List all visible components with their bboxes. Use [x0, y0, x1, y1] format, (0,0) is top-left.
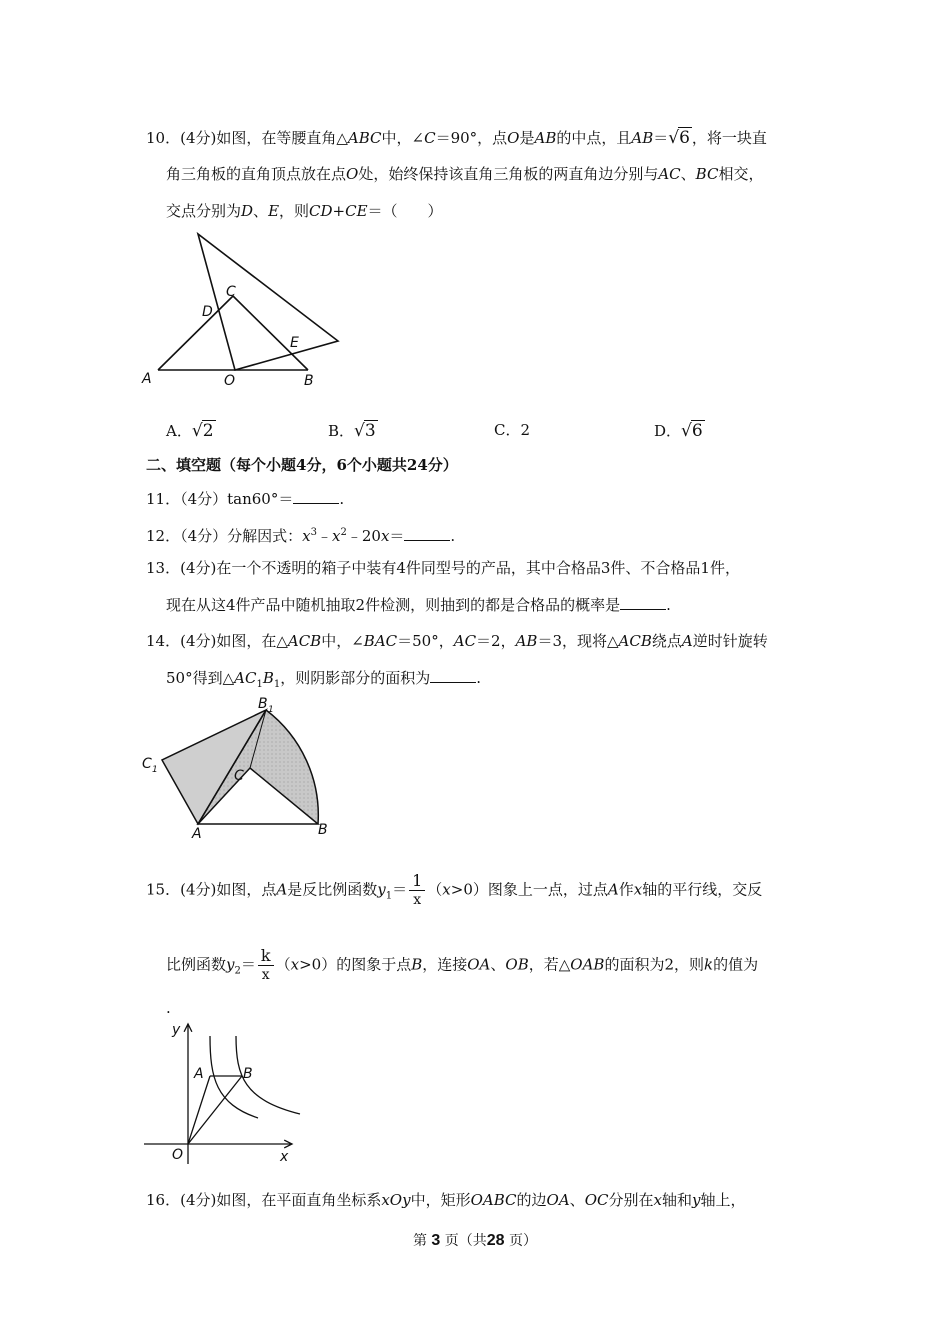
svg-text:1: 1 [152, 765, 158, 775]
q14-label-a: A [192, 826, 202, 842]
q10-line1: 10．(4分)如图，在等腰直角△ABC中，∠C＝90°，点O是AB的中点，且AB＝√6 ，将一块直 [146, 128, 767, 148]
q12: 12．（4分）分解因式：$x^3﹣x^2﹣20x=$ . [146, 527, 456, 545]
q12-answer-blank[interactable] [404, 526, 450, 541]
q10-option-a[interactable]: A．√2 [166, 421, 214, 441]
q15-label-x: x [280, 1149, 289, 1165]
section-fill-in-heading: 二、填空题（每个小题4分，6个小题共24分） [146, 456, 458, 474]
q10-line3: 交点分别为D、E，则CD+CE＝（ ） [166, 202, 443, 220]
q10-label-c: C [226, 284, 236, 300]
q10-label-a: A [142, 371, 152, 387]
q10-label-e: E [290, 335, 299, 351]
q10-option-d[interactable]: D．√6 [654, 421, 703, 441]
sqrt-6: √6 [668, 128, 690, 148]
q15-label-y: y [172, 1022, 181, 1038]
q10-segment-ac [158, 296, 233, 370]
q10-segment-cb [233, 296, 308, 370]
q15-segment-ob [188, 1076, 242, 1144]
q10-figure [138, 228, 348, 390]
q14-line1: 14．(4分)如图，在△ACB中，∠BAC＝50°，AC＝2，AB＝3，现将△ACB绕点A逆时针旋转 [146, 632, 768, 650]
q15-label-o: O [172, 1147, 184, 1163]
q14-answer-blank[interactable] [430, 668, 476, 683]
q10-option-c[interactable]: C．2 [494, 421, 531, 439]
page-number: 3 [431, 1232, 441, 1249]
q10-triangle-plate [198, 234, 338, 370]
q14-line2: 50°得到$\triangle AC_1B_1$，则阴影部分的面积为 . [166, 669, 482, 690]
q15-line3: . [166, 999, 171, 1017]
q13-answer-blank[interactable] [620, 595, 666, 610]
q10-label-b: B [304, 373, 314, 389]
q14-label-b1: B [258, 696, 268, 712]
q15-line2: 比例函数$y_2=$ $\frac{k}{x}$ （x>0）的图象于点B，连接OA、OB，若△OAB的面积为2，则k的值为 [166, 946, 759, 983]
q10-label-d: D [202, 304, 213, 320]
q14-label-b: B [318, 822, 328, 838]
q13-line2: 现在从这4件产品中随机抽取2件检测，则抽到的都是合格品的概率是 . [166, 596, 671, 614]
q15-label-b: B [243, 1066, 253, 1082]
q14-label-c1: C [142, 756, 152, 772]
q15-line1: 15．(4分)如图，点A是反比例函数$y_1=$ $\frac{1}{x}$ （x>0）图象上一点，过点A作x轴的平行线，交反 [146, 871, 763, 908]
q10-option-b[interactable]: B．√3 [328, 421, 376, 441]
q15-figure [140, 1018, 310, 1168]
q13-line1: 13．(4分)在一个不透明的箱子中装有4件同型号的产品，其中合格品3件、不合格品1件， [146, 559, 740, 577]
svg-text:1: 1 [268, 705, 274, 715]
q10-label-o: O [224, 373, 236, 389]
q15-fraction-1-over-x: $\frac{1}{x}$ [409, 872, 425, 909]
q14-figure [138, 696, 338, 842]
q10-line2: 角三角板的直角顶点放在点O处，始终保持该直角三角板的两直角边分别与AC、BC相交， [166, 165, 764, 183]
q15-segment-oa [188, 1076, 210, 1144]
q11-answer-blank[interactable] [293, 489, 339, 504]
page-footer: 第 3 页（共28 页） [412, 1232, 538, 1249]
q15-label-a: A [194, 1066, 204, 1082]
q15-fraction-k-over-x: $\frac{k}{x}$ [258, 947, 274, 984]
q11: 11．（4分）tan60°＝ . [146, 490, 345, 508]
q14-label-c: C [234, 768, 244, 784]
page-total: 28 [486, 1232, 505, 1249]
q16-line1: 16．(4分)如图，在平面直角坐标系xOy中，矩形OABC的边OA、OC分别在x轴和y轴上， [146, 1191, 746, 1209]
